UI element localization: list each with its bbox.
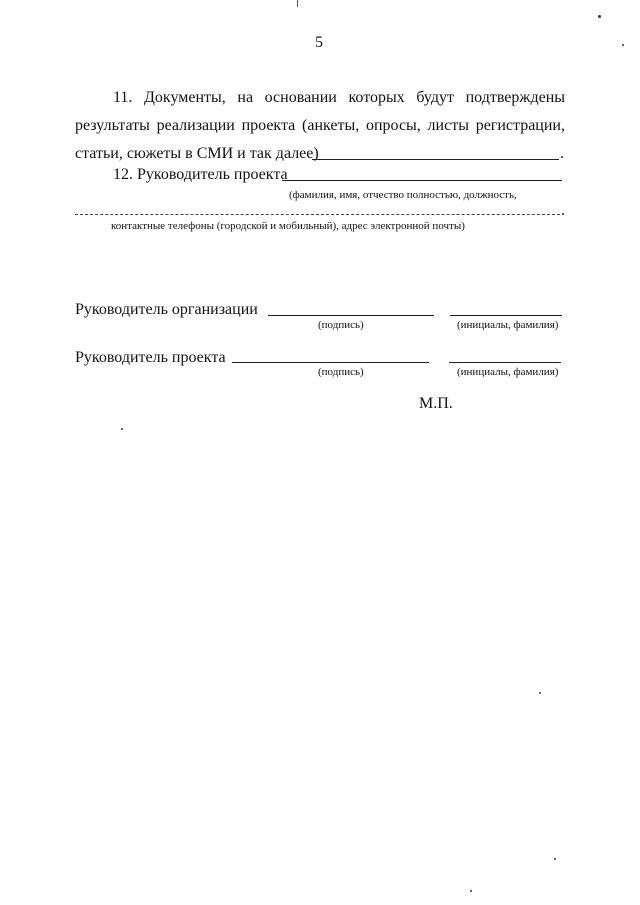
item12-answer-line xyxy=(282,180,562,181)
item12-line2-end: . xyxy=(561,202,565,219)
scan-speck xyxy=(598,15,601,18)
item11-line3-end: . xyxy=(560,145,564,162)
org-head-name-line xyxy=(450,315,562,316)
project-head-signature-line xyxy=(232,362,429,363)
item11-answer-line xyxy=(312,159,559,160)
scan-speck xyxy=(470,890,472,892)
project-head-signature-hint: (подпись) xyxy=(318,366,364,378)
item11-line1 xyxy=(75,89,565,107)
item11-line2 xyxy=(75,117,565,135)
scan-speck xyxy=(622,44,624,46)
page-number: 5 xyxy=(315,34,323,51)
stamp-placeholder: М.П. xyxy=(419,395,453,412)
project-head-label: Руководитель проекта xyxy=(75,349,226,366)
item12-answer-line-2 xyxy=(75,214,560,215)
top-edge-mark xyxy=(297,0,298,7)
org-head-label: Руководитель организации xyxy=(75,301,258,318)
item12-hint2: контактные телефоны (городской и мобильный), адрес электронной почты) xyxy=(111,220,465,232)
org-head-name-hint: (инициалы, фамилия) xyxy=(457,319,559,331)
scan-speck xyxy=(121,428,123,430)
item11-line2-text: результаты реализации проекта (анкеты, опросы, листы регистрации, xyxy=(75,117,565,134)
item11-line1-text: 11. Документы, на основании которых будут подтверждены xyxy=(113,89,565,106)
org-head-signature-hint: (подпись) xyxy=(318,319,364,331)
item12-hint1: (фамилия, имя, отчество полностью, должность, xyxy=(289,189,517,201)
project-head-name-hint: (инициалы, фамилия) xyxy=(457,366,559,378)
scan-speck xyxy=(539,692,541,694)
org-head-signature-line xyxy=(268,315,434,316)
project-head-name-line xyxy=(449,362,561,363)
item11-line3: статьи, сюжеты в СМИ и так далее) xyxy=(75,145,319,162)
scan-speck xyxy=(554,858,556,860)
item12-label: 12. Руководитель проекта xyxy=(113,166,288,183)
